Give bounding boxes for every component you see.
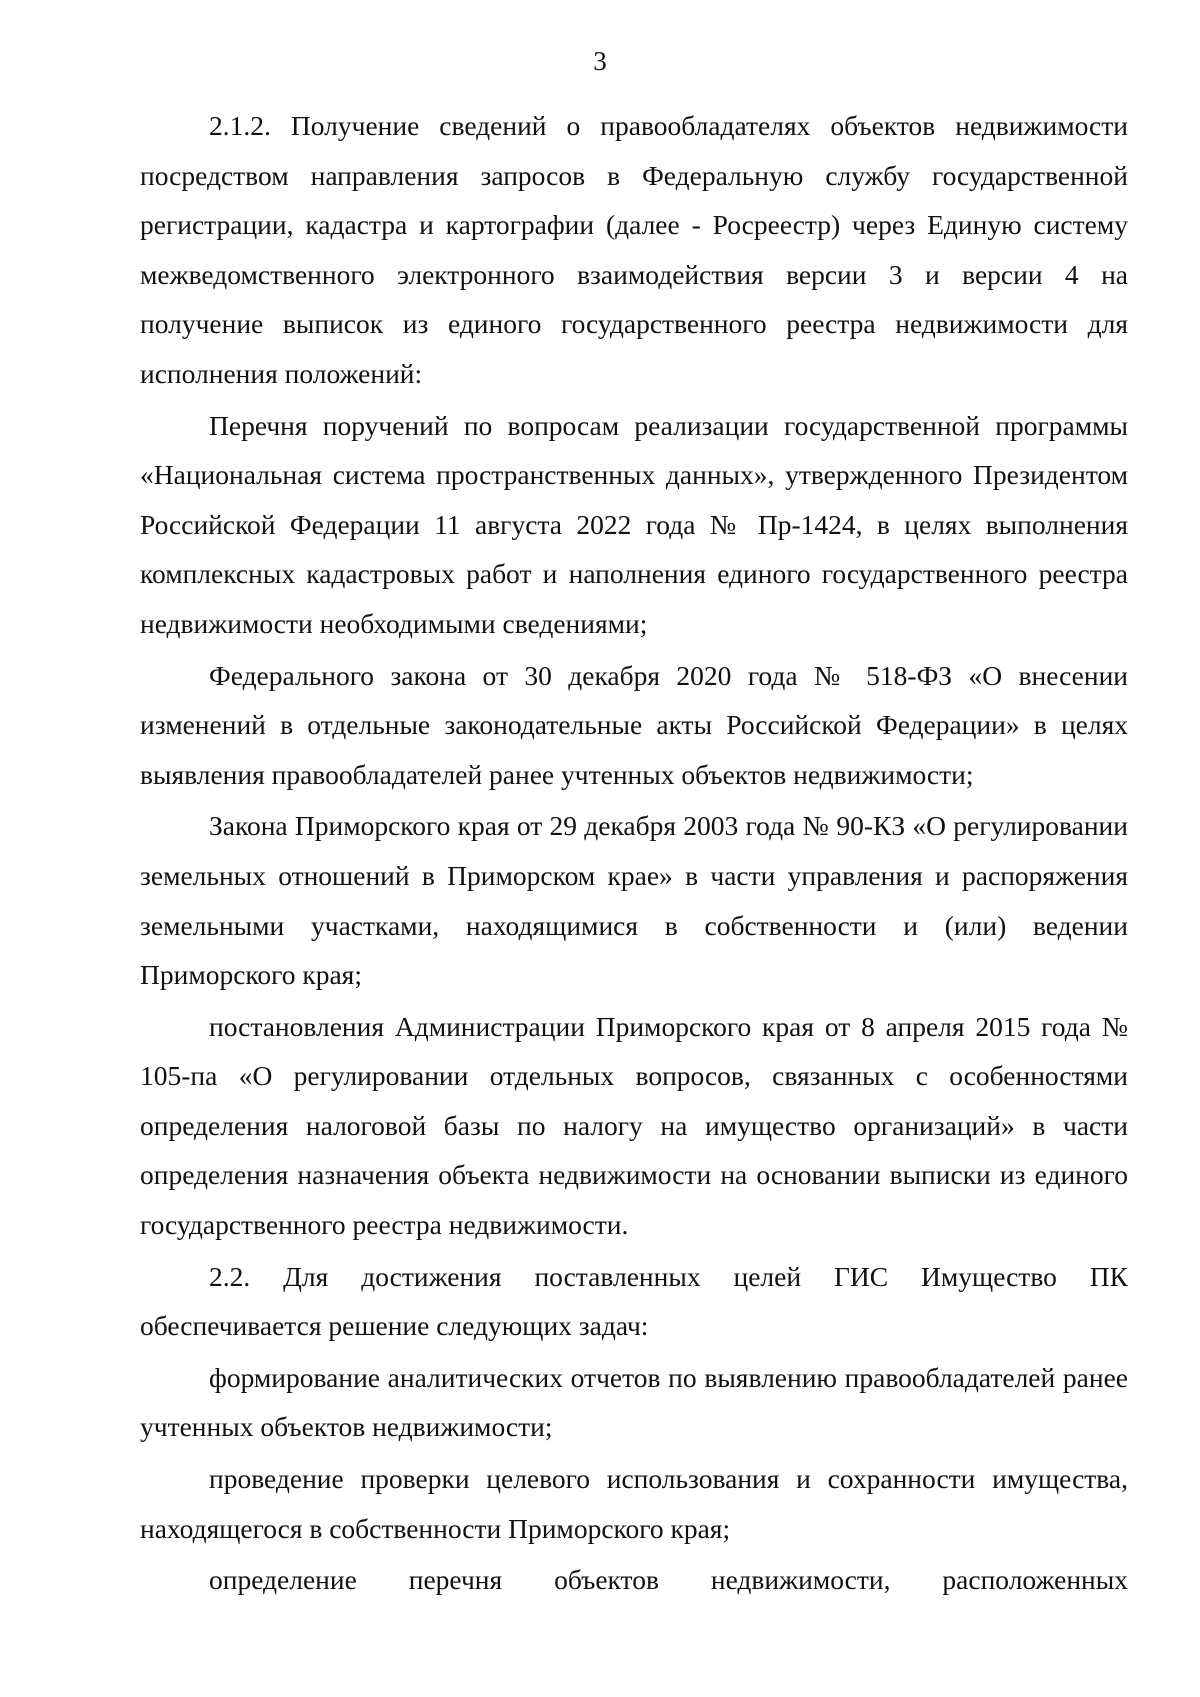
paragraph-task-inspection: проведение проверки целевого использования и сохранности имущества, находящегося в собственности Приморского края; <box>140 1463 1128 1544</box>
paragraph-list-item-regional-law: Закона Приморского края от 29 декабря 2003 года № 90-КЗ «О регулировании земельных отношений в Приморском крае» в части управления и распоряжения земельными участками, находящимися в собственности и (или) ведении Приморского края; <box>140 810 1128 991</box>
paragraph-list-item-resolution: постановления Администрации Приморского края от 8 апреля 2015 года № 105-па «О регулировании отдельных вопросов, связанных с особенностями определения налоговой базы по налогу на имущество организаций» в части определения назначения объекта недвижимости на основании выписки из единого государственного реестра недвижимости. <box>140 1010 1128 1241</box>
paragraph-list-item-perechen: Перечня поручений по вопросам реализации государственной программы «Национальная система пространственных данных», утвержденного Президентом Российской Федерации 11 августа 2022 года № Пр-1424, в целях выполнения комплексных кадастровых работ и наполнения единого государственного реестра недвижимости необходимыми сведениями; <box>140 409 1128 639</box>
paragraph-list-item-federal-law: Федерального закона от 30 декабря 2020 года № 518-ФЗ «О внесении изменений в отдельные законодательные акты Российской Федерации» в целях выявления правообладателей ранее учтенных объектов недвижимости; <box>140 659 1128 790</box>
paragraph-task-analytics: формирование аналитических отчетов по выявлению правообладателей ранее учтенных объектов недвижимости; <box>140 1361 1128 1443</box>
paragraph-2-1-2: 2.1.2. Получение сведений о правообладателях объектов недвижимости посредством направления запросов в Федеральную службу государственной регистрации, кадастра и картографии (далее - Росреестр) через Единую систему межведомственного электронного взаимодействия версии 3 и версии 4 на получение выписок из единого государственного реестра недвижимости для исполнения положений: <box>140 110 1128 389</box>
page-number: 3 <box>593 46 607 76</box>
paragraph-task-list: определение перечня объектов недвижимости, расположенных <box>209 1564 1128 1596</box>
document-body <box>140 101 1128 1607</box>
paragraph-2-2: 2.2. Для достижения поставленных целей ГИС Имущество ПК обеспечивается решение следующих задач: <box>140 1260 1128 1342</box>
